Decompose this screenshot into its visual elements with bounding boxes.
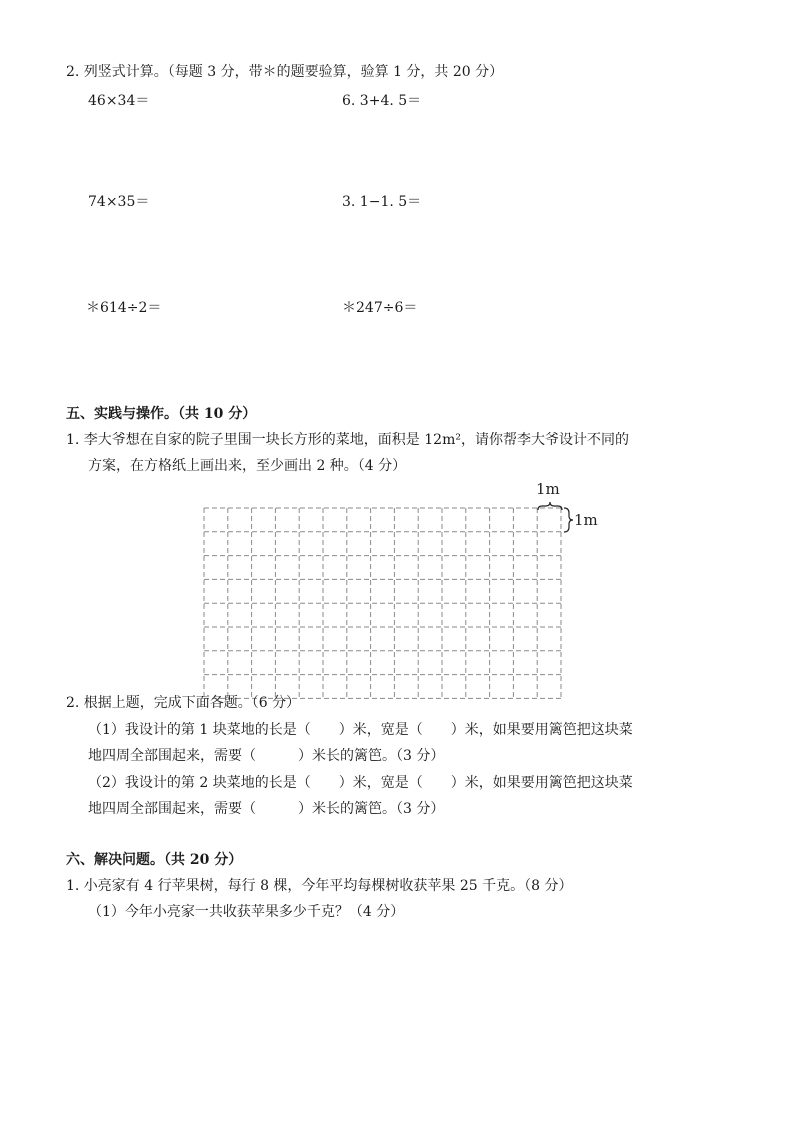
grid-lines xyxy=(204,508,561,698)
s5-q1-line2: 方案，在方格纸上画出来，至少画出 2 种。（4 分） xyxy=(88,458,407,474)
s5-q2-2-line2: 地四周全部围起来，需要（ ）米长的篱笆。（3 分） xyxy=(88,801,445,817)
s5-q2-1-line1: （1）我设计的第 1 块菜地的长是（ ）米，宽是（ ）米，如果要用篱笆把这块菜 xyxy=(88,722,633,738)
unit-label-top: 1m xyxy=(536,480,560,498)
unit-indicator-top xyxy=(538,502,562,510)
s6-q1-1: （1）今年小亮家一共收获苹果多少千克？（4 分） xyxy=(88,904,405,920)
section6-heading: 六、解决问题。（共 20 分） xyxy=(66,852,243,868)
problem-4: 3. 1−1. 5＝ xyxy=(342,194,422,210)
problem-1: 46×34＝ xyxy=(88,93,150,109)
unit-label-side: 1m xyxy=(574,511,598,529)
problem-2: 6. 3+4. 5＝ xyxy=(342,93,422,109)
problem-3: 74×35＝ xyxy=(88,194,150,210)
grid-paper[interactable] xyxy=(196,480,598,696)
s5-q2-title: 2. 根据上题，完成下面各题。（6 分） xyxy=(66,695,301,711)
s5-q2-2-line1: （2）我设计的第 2 块菜地的长是（ ）米，宽是（ ）米，如果要用篱笆把这块菜 xyxy=(88,775,633,791)
s5-q1-line1: 1. 李大爷想在自家的院子里围一块长方形的菜地，面积是 12m²，请你帮李大爷设计不同的 xyxy=(66,432,629,448)
section5-heading: 五、实践与操作。（共 10 分） xyxy=(66,406,257,422)
s6-q1: 1. 小亮家有 4 行苹果树，每行 8 棵，今年平均每棵树收获苹果 25 千克。（8 分） xyxy=(66,878,573,894)
q2-title: 2. 列竖式计算。（每题 3 分，带＊的题要验算，验算 1 分，共 20 分） xyxy=(66,64,504,80)
problem-6: ＊247÷6＝ xyxy=(342,300,418,316)
problem-5: ＊614÷2＝ xyxy=(86,300,162,316)
s5-q2-1-line2: 地四周全部围起来，需要（ ）米长的篱笆。（3 分） xyxy=(88,748,445,764)
unit-indicator-side xyxy=(564,508,573,532)
